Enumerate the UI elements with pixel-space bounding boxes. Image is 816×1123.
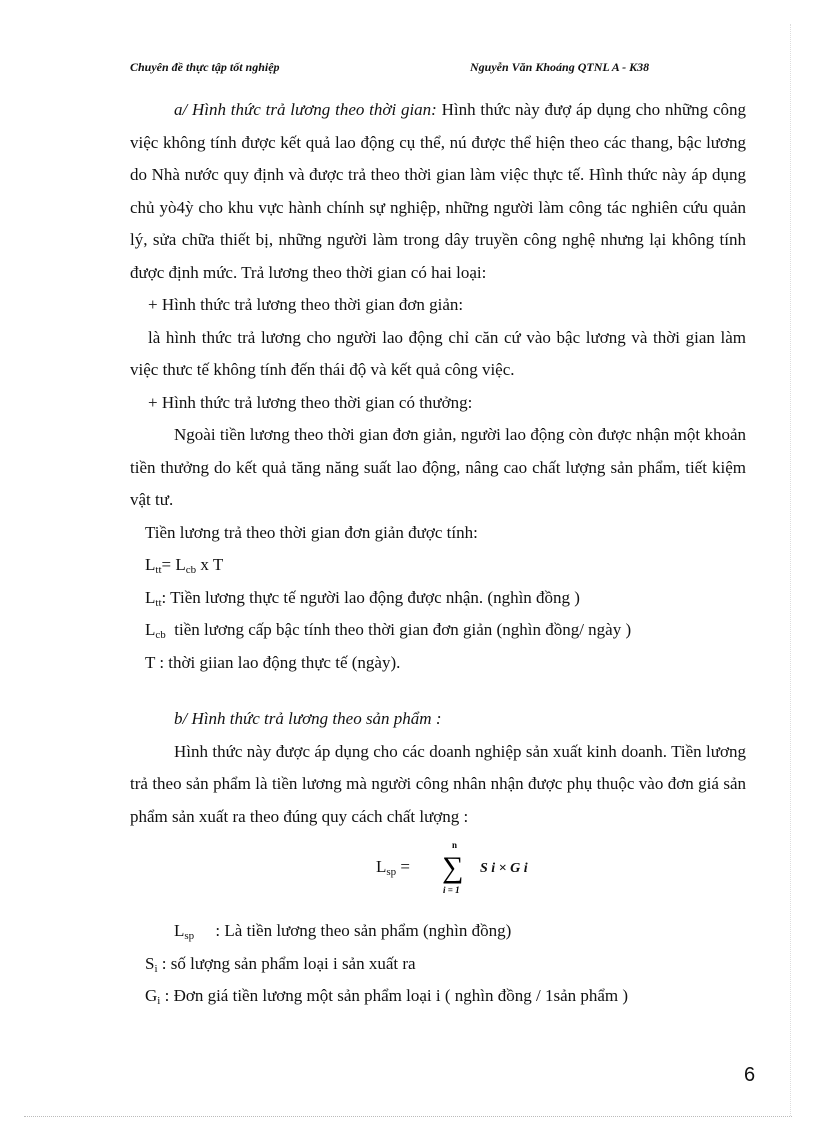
formula-tail: x T <box>196 555 224 574</box>
def-lsp-symbol: L <box>174 921 185 940</box>
summation-symbol <box>440 839 474 895</box>
document-body <box>130 94 746 1013</box>
def-gi-text: : Đơn giá tiền lương một sản phẩm loại i ( nghìn đồng / 1sản phẩm ) <box>160 986 629 1005</box>
time-formula <box>130 549 746 582</box>
section-a-intro: Hình thức này đượ áp dụng cho những công việc không tính được kết quả lao động cụ thể, nú được thể hiện theo các thang, bậc lương do Nhà nước quy định và được trả theo thời gian làm việc thực tế. Hình thức này áp dụng chủ yò4ỳ cho khu vực hành chính sự nghiệp, những người làm công tác nghiên cứu quản lý, sửa chữa thiết bị, những người làm trong dây truyền công nghệ nhưng lại không tính được định mức. Trả lương theo thời gian có hai loại: <box>130 100 746 282</box>
page-bottom-border <box>24 1116 792 1117</box>
def-lcb-text: tiền lương cấp bậc tính theo thời gian đơn giản (nghìn đồng/ ngày ) <box>165 620 632 639</box>
simple-wage-desc: là hình thức trả lương cho người lao động chỉ căn cứ vào bậc lương và thời gian làm việc thưc tế không tính đến thái độ và kết quả công việc. <box>130 327 746 379</box>
def-si-sub: i <box>154 962 158 975</box>
def-gi-symbol: G <box>145 986 158 1005</box>
formula-lsp-sub: sp <box>386 866 397 878</box>
def-lcb-sub: cb <box>155 629 166 641</box>
formula-lsp-eq: = <box>396 857 411 876</box>
section-b-title: b/ Hình thức trả lương theo sản phẩm : <box>174 709 442 728</box>
def-gi-sub: i <box>157 995 161 1007</box>
formula-intro: Tiền lương trả theo thời gian đơn giản được tính: <box>145 522 478 542</box>
def-ltt-text: : Tiền lương thực tế người lao động được nhận. (nghìn đồng ) <box>161 587 580 607</box>
formula-lsp-symbol: L <box>376 857 387 876</box>
section-b-desc: Hình thức này được áp dụng cho các doanh nghiệp sản xuất kinh doanh. Tiền lương trả theo sản phẩm là tiền lương mà người công nhân nhận được phụ thuộc vào đơn giá sản phẩm sản xuất ra theo đúng quy cách chất lượng : <box>130 741 746 826</box>
page-header <box>130 60 690 80</box>
def-si <box>130 948 746 981</box>
def-lsp-sub: sp <box>184 930 195 942</box>
formula-rhs: S i × G i <box>480 861 528 876</box>
page-right-border <box>790 24 791 1116</box>
formula-lsp <box>376 851 410 884</box>
bonus-wage-title: + Hình thức trả lương theo thời gian có thưởng: <box>148 392 473 412</box>
def-ltt-symbol: L <box>145 587 156 607</box>
def-lsp <box>130 915 746 948</box>
def-si-text: : số lượng sản phẩm loại i sản xuất ra <box>157 953 416 973</box>
simple-wage-title: + Hình thức trả lương theo thời gian đơn giản: <box>148 295 464 314</box>
formula-cb-sub: cb <box>185 564 197 576</box>
section-a-paragraph <box>130 94 746 289</box>
header-author: Nguyễn Văn Khoáng QTNL A - K38 <box>470 60 650 74</box>
formula-ltt-sub: tt <box>155 564 162 576</box>
def-lsp-text: : Là tiền lương theo sản phẩm (nghìn đồng) <box>194 921 512 940</box>
def-t: T : thời giian lao động thực tế (ngày). <box>145 652 401 672</box>
def-si-symbol: S <box>145 953 155 973</box>
sum-lower: i = 1 <box>443 885 460 895</box>
bonus-wage-desc: Ngoài tiền lương theo thời gian đơn giản, người lao động còn được nhận một khoản tiền thưởng do kết quả tăng năng suất lao động, nâng cao chất lượng sản phẩm, tiết kiệm vật tư. <box>130 425 746 509</box>
sigma-glyph: ∑ <box>442 851 464 884</box>
def-lcb-symbol: L <box>145 620 156 639</box>
sum-upper: n <box>452 840 458 850</box>
formula-ltt-symbol: L <box>145 555 156 574</box>
page-number: 6 <box>744 1064 756 1086</box>
section-gap <box>130 679 746 703</box>
def-gi <box>130 980 746 1013</box>
formula-eq: = L <box>161 555 186 574</box>
section-a-title: a/ Hình thức trả lương theo thời gian: <box>174 100 437 119</box>
def-lcb <box>130 614 746 647</box>
product-formula <box>130 840 746 915</box>
def-ltt-sub: tt <box>155 596 162 609</box>
header-title: Chuyên đề thực tập tốt nghiệp <box>130 60 280 74</box>
def-ltt <box>130 582 746 615</box>
